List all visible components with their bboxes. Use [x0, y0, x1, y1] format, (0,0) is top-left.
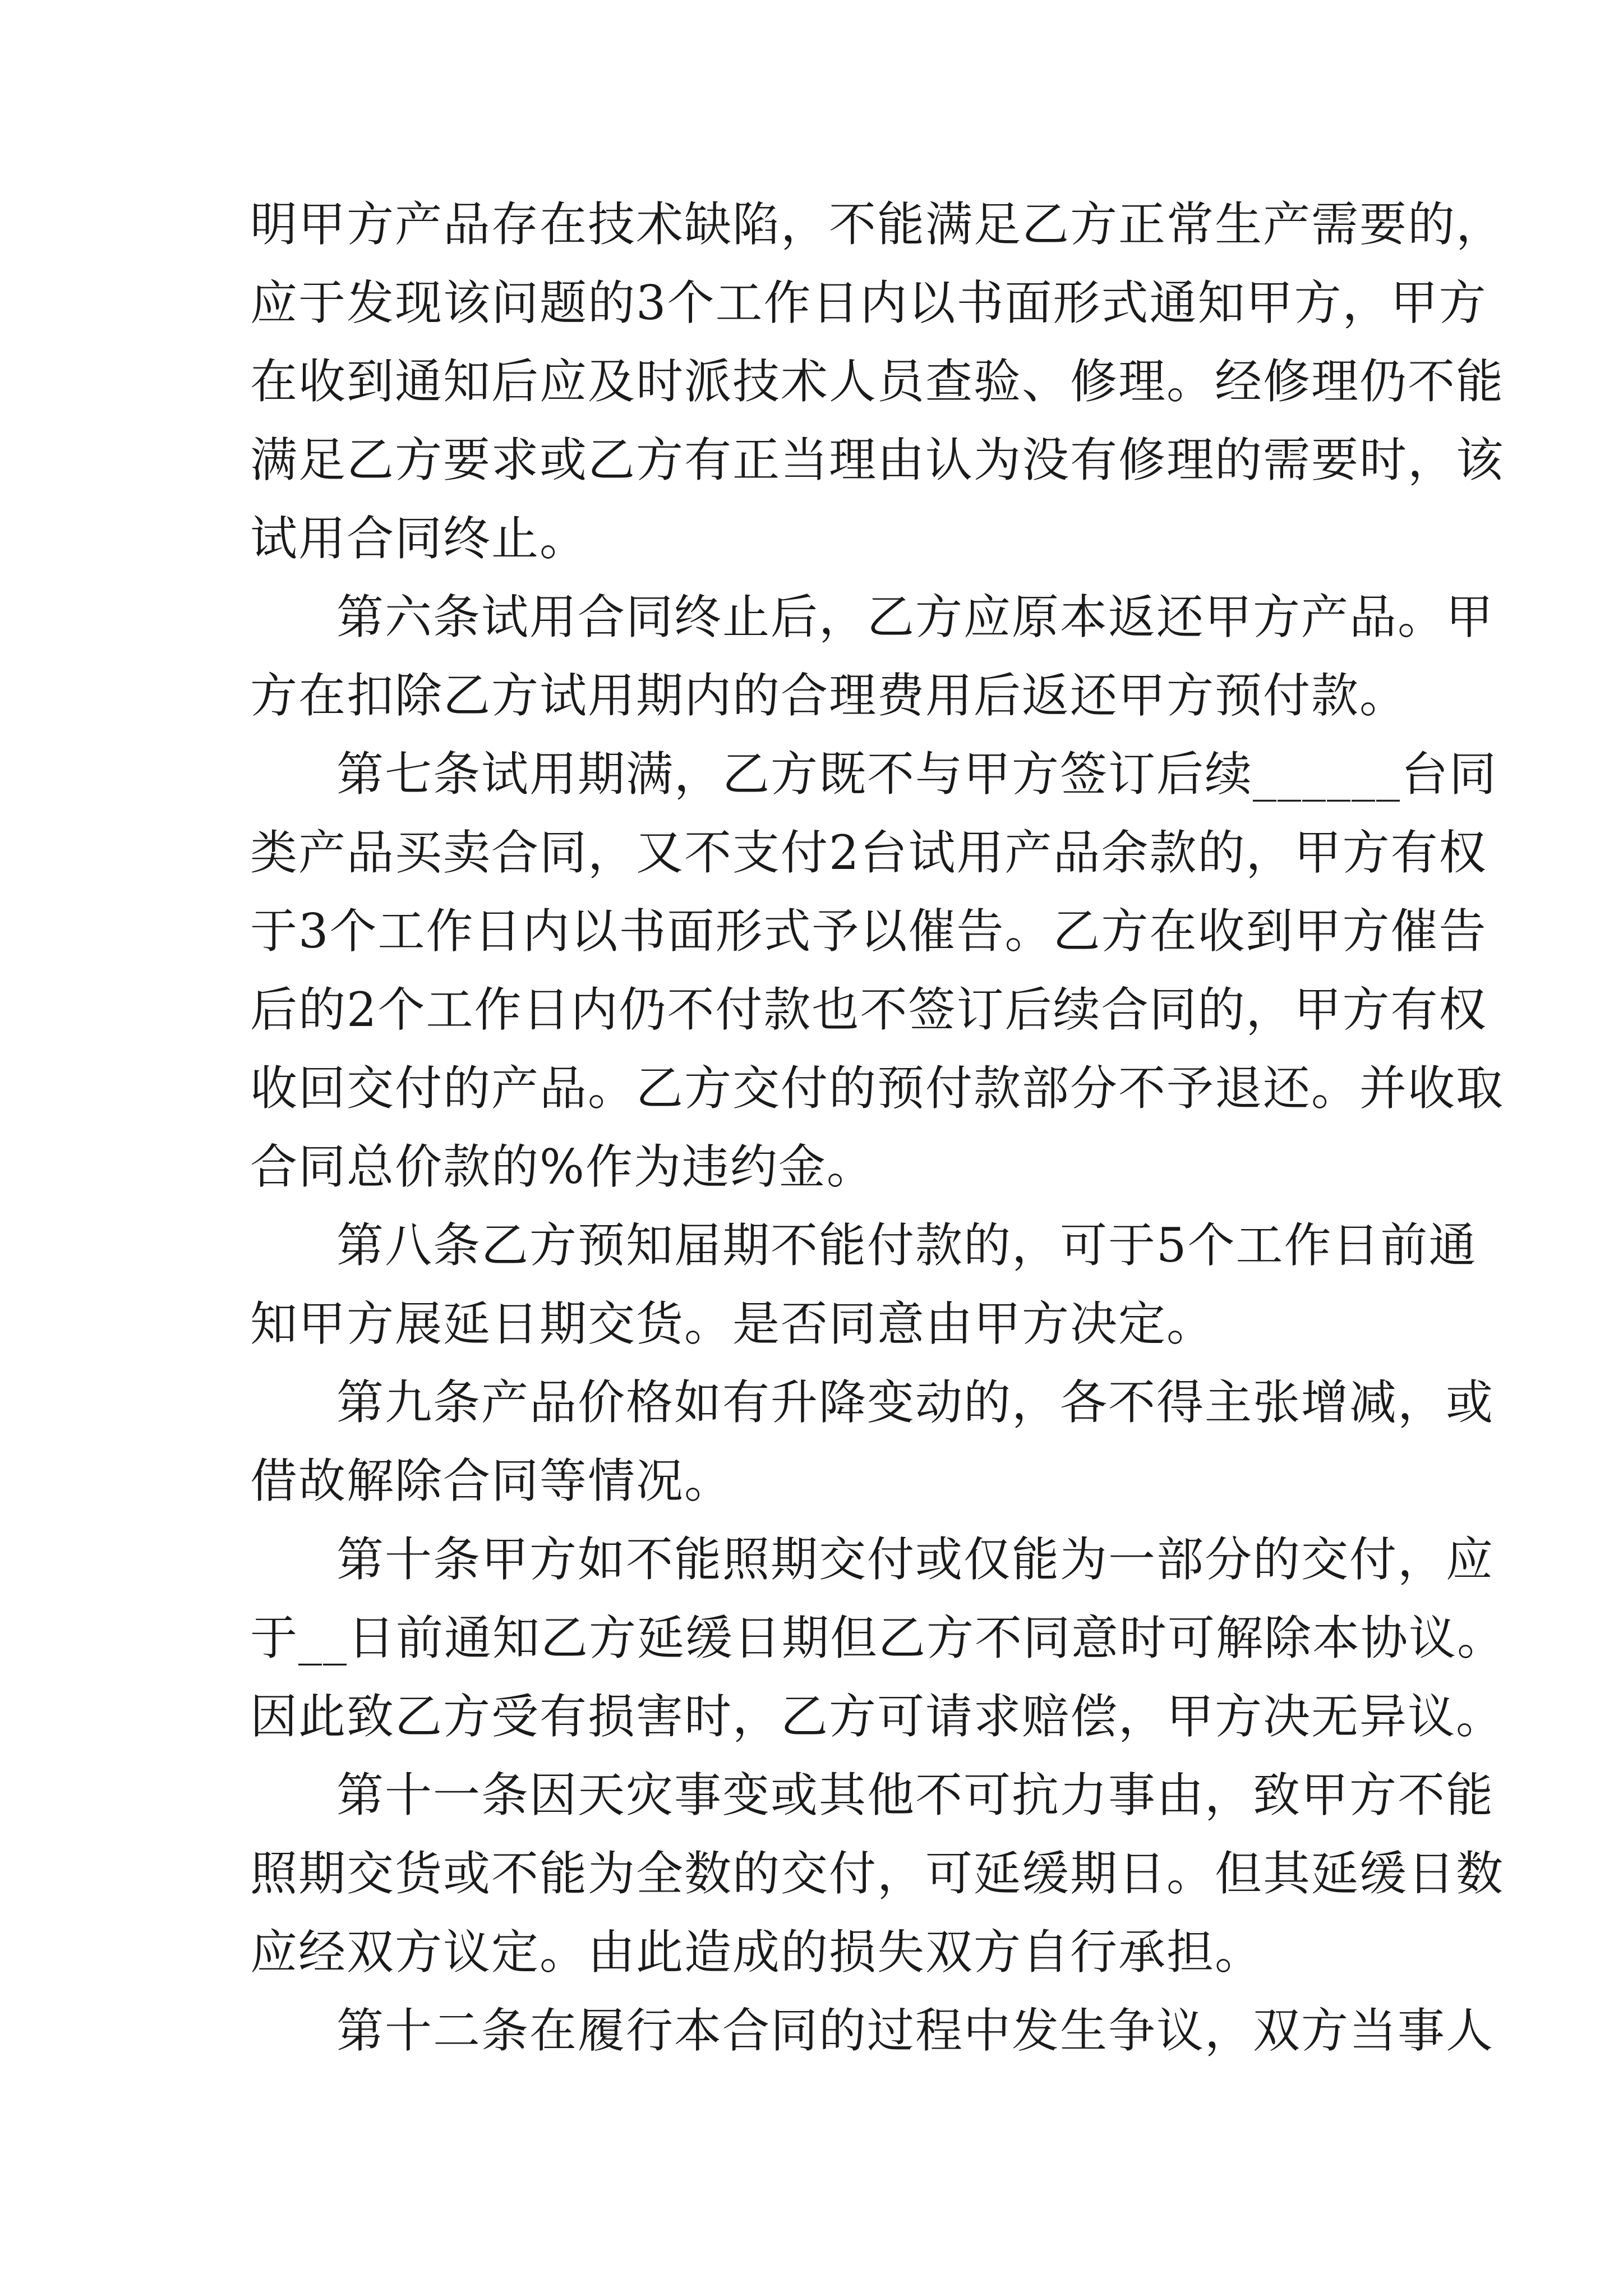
- text-line: 在收到通知后应及时派技术人员查验、修理。经修理仍不能: [250, 354, 1505, 409]
- article-8-line: 第八条乙方预知届期不能付款的，可于5个工作日前通: [336, 1218, 1477, 1273]
- text-line: 合同总价款的%作为违约金。: [250, 1139, 875, 1194]
- text-line: 照期交货或不能为全数的交付，可延缓期日。但其延缓日数: [250, 1846, 1505, 1901]
- article-9-line: 第九条产品价格如有升降变动的，各不得主张增减，或: [336, 1375, 1495, 1430]
- text-line: 收回交付的产品。乙方交付的预付款部分不予退还。并收取: [250, 1061, 1505, 1116]
- text-line: 试用合同终止。: [250, 511, 588, 566]
- text-line: 应于发现该问题的3个工作日内以书面形式通知甲方，甲方: [250, 275, 1487, 330]
- text-line: 后的2个工作日内仍不付款也不签订后续合同的，甲方有权: [250, 982, 1487, 1037]
- article-10-line: 第十条甲方如不能照期交付或仅能为一部分的交付，应: [336, 1532, 1495, 1587]
- text-line: 类产品买卖合同，又不支付2台试用产品余款的，甲方有权: [250, 825, 1487, 880]
- text-line: 满足乙方要求或乙方有正当理由认为没有修理的需要时，该: [250, 432, 1505, 487]
- text-line: 知甲方展延日期交货。是否同意由甲方决定。: [250, 1296, 1215, 1351]
- text-line: 方在扣除乙方试用期内的合理费用后返还甲方预付款。: [250, 668, 1408, 723]
- article-7-line: 第七条试用期满，乙方既不与甲方签订后续______台同: [336, 747, 1498, 802]
- text-line: 应经双方议定。由此造成的损失双方自行承担。: [250, 1925, 1264, 1980]
- text-line: 因此致乙方受有损害时，乙方可请求赔偿，甲方决无异议。: [250, 1689, 1505, 1744]
- text-line: 于__日前通知乙方延缓日期但乙方不同意时可解除本协议。: [250, 1611, 1506, 1665]
- text-line: 于3个工作日内以书面形式予以催告。乙方在收到甲方催告: [250, 904, 1487, 959]
- text-line: 明甲方产品存在技术缺陷，不能满足乙方正常生产需要的，: [250, 197, 1505, 252]
- article-6-line: 第六条试用合同终止后，乙方应原本返还甲方产品。甲: [336, 590, 1495, 645]
- article-11-line: 第十一条因天灾事变或其他不可抗力事由，致甲方不能: [336, 1768, 1495, 1823]
- text-line: 借故解除合同等情况。: [250, 1453, 733, 1508]
- article-12-line: 第十二条在履行本合同的过程中发生争议，双方当事人: [336, 2003, 1495, 2058]
